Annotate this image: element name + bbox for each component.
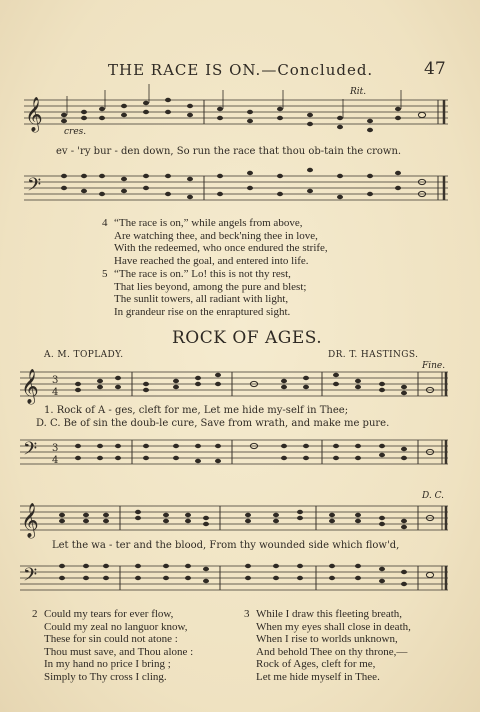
race-treble-staff: [24, 96, 448, 136]
cres-mark: cres.: [64, 127, 87, 137]
staff-lines: [20, 440, 448, 464]
race-lyric: ev - 'ry bur - den down, So run the race that thou ob-tain the crown.: [56, 146, 402, 157]
rit-mark: Rit.: [350, 87, 367, 97]
rock-lyric-middle: Let the wa - ter and the blood, From thy wounded side which flow'd,: [52, 540, 400, 551]
treble-clef-icon: 𝄞: [21, 369, 39, 404]
time-sig-top: 3: [52, 375, 59, 386]
rock-treble-staff-2: [20, 502, 448, 536]
notes: [61, 84, 426, 132]
running-title: THE RACE IS ON.—Concluded.: [108, 61, 374, 79]
rock-verse-3: 3 While I draw this fleeting breath, When my eyes shall close in death, When I rise to worlds unknown, And behold Thee on thy throne,— Rock of Ages, cleft for me, Let me hide myself in Thee.: [244, 608, 411, 683]
race-verse-4: 4 “The race is on,” while angels from above, Are watching thee, and beck'ning thee in love, With the redeemed, who once endured the strife, Have reached the goal, and entered into life.: [102, 217, 328, 267]
rock-bass-staff-1: [20, 436, 448, 470]
bass-clef-icon: 𝄢: [23, 439, 38, 464]
fine-mark: Fine.: [422, 361, 446, 371]
notes: [59, 564, 434, 586]
rock-verse-2: 2 Could my tears for ever flow, Could my zeal no languor know, These for sin could not atone : Thou must save, and Thou alone : In my hand no price I bring ; Simply to Thy cross I cling.: [32, 608, 194, 683]
bass-clef-icon: 𝄢: [23, 565, 38, 590]
time-sig-bottom: 4: [52, 387, 59, 398]
staff-lines: [24, 100, 448, 124]
time-sig-top: 3: [52, 443, 59, 454]
dc-mark: D. C.: [422, 491, 445, 501]
time-sig-bottom: 4: [52, 455, 59, 466]
rock-lyric-dc: D. C. Be of sin the doub-le cure, Save from wrath, and make me pure.: [36, 418, 390, 429]
rock-bass-staff-2: [20, 562, 448, 596]
page-number: 47: [424, 59, 446, 79]
race-bass-staff: [24, 172, 448, 212]
notes: [61, 168, 426, 199]
race-verse-5: 5 “The race is on.” Lo! this is not thy rest, That lies beyond, among the pure and blest; The sunlit towers, all radiant with light, In grandeur rise on the enraptured sight.: [102, 268, 307, 318]
bass-clef-icon: 𝄢: [27, 175, 42, 200]
rock-lyric-verse-1: 1. Rock of A - ges, cleft for me, Let me hide my-self in Thee;: [44, 405, 349, 416]
rock-treble-staff-1: [20, 368, 448, 402]
treble-clef-icon: 𝄞: [21, 503, 39, 538]
composer-credit: DR. T. HASTINGS.: [328, 350, 419, 360]
treble-clef-icon: 𝄞: [25, 97, 43, 132]
author-credit: A. M. TOPLADY.: [44, 350, 124, 360]
staff-lines: [24, 176, 448, 200]
notes: [59, 510, 434, 529]
hymn-title: ROCK OF AGES.: [172, 328, 323, 348]
